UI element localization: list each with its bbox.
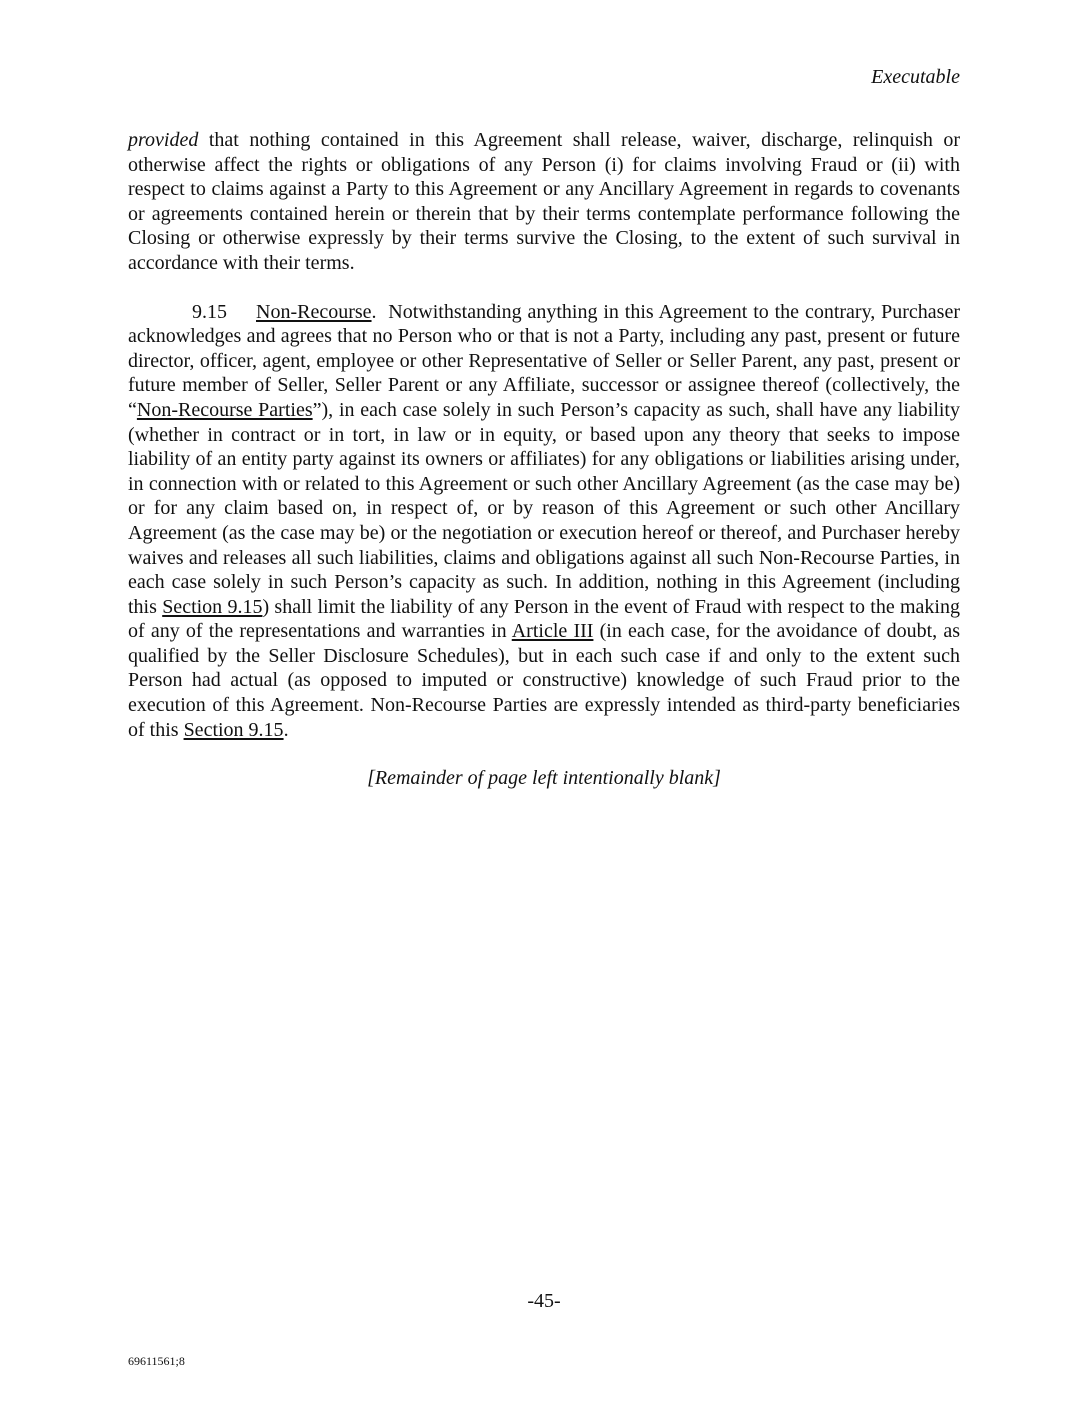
section-text-4: (in each case, for the avoidance of doubt, as qualified by the Seller Disclosure Schedules), but in each such case if and only to the extent such Person had actual (as opposed to imputed or constructive) knowledge of such Fraud prior to the execution of this Agreement. Non-Recourse Parties are expressly intended as third-party beneficiaries of this	[128, 620, 960, 741]
proviso-text: that nothing contained in this Agreement shall release, waiver, discharge, relinquish or otherwise affect the rights or obligations of any Person (i) for claims involving Fraud or (ii) with respect to claims against a Party to this Agreement or any Ancillary Agreement in regards to covenants or agreements contained herein or therein that by their terms contemplate performance following the Closing or otherwise expressly by their terms survive the Closing, to the extent of such survival in accordance with their terms.	[128, 129, 960, 274]
section-number: 9.15	[192, 300, 227, 323]
section-text-1: Notwithstanding anything in this Agreement to the contrary, Purchaser acknowledges and agrees that no Person who or that is not a Party, including any past, present or future director, officer, agent, employee or other Representative of Seller or Seller Parent, any past, present or future member of Seller, Seller Parent or any Affiliate, successor or assignee thereof (collectively, the “	[128, 300, 961, 421]
paragraph-proviso	[128, 128, 960, 276]
cross-ref-article-iii: Article III	[511, 620, 594, 643]
section-text-2: ”), in each case solely in such Person’s capacity as such, shall have any liability (whether in contract or in tort, in law or in equity, or based upon any theory that seeks to impose liability of an entity party against its owners or affiliates) for any obligations or liabilities arising under, in connection with or related to this Agreement or such other Ancillary Agreement (as the case may be) or for any claim based on, in respect of, or by reason of this Agreement or such other Ancillary Agreement (as the case may be) or the negotiation or execution hereof or thereof, and Purchaser hereby waives and releases all such liabilities, claims and obligations against all such Non-Recourse Parties, in each case solely in such Person’s capacity as such. In addition, nothing in this Agreement (including this	[128, 398, 960, 618]
page-number: -45-	[527, 1290, 561, 1312]
section-9-15-paragraph	[128, 300, 960, 743]
section-text-3: ) shall limit the liability of any Person in the event of Fraud with respect to the making of any of the representations and warranties in	[128, 595, 960, 643]
cross-ref-section-9-15-final: Section 9.15	[183, 718, 284, 741]
remainder-blank-note: [Remainder of page left intentionally blank]	[367, 767, 721, 790]
proviso-italic-lead: provided	[128, 129, 199, 151]
section-heading-period: .	[371, 300, 377, 323]
header-executable-label: Executable	[871, 66, 960, 88]
cross-ref-section-9-15: Section 9.15	[162, 595, 263, 618]
section-text-5: .	[283, 718, 289, 741]
document-id: 69611561;8	[128, 1354, 185, 1368]
defined-term-non-recourse-parties: Non-Recourse Parties	[136, 398, 313, 421]
section-heading: Non-Recourse	[256, 300, 372, 323]
body-text	[128, 128, 960, 815]
